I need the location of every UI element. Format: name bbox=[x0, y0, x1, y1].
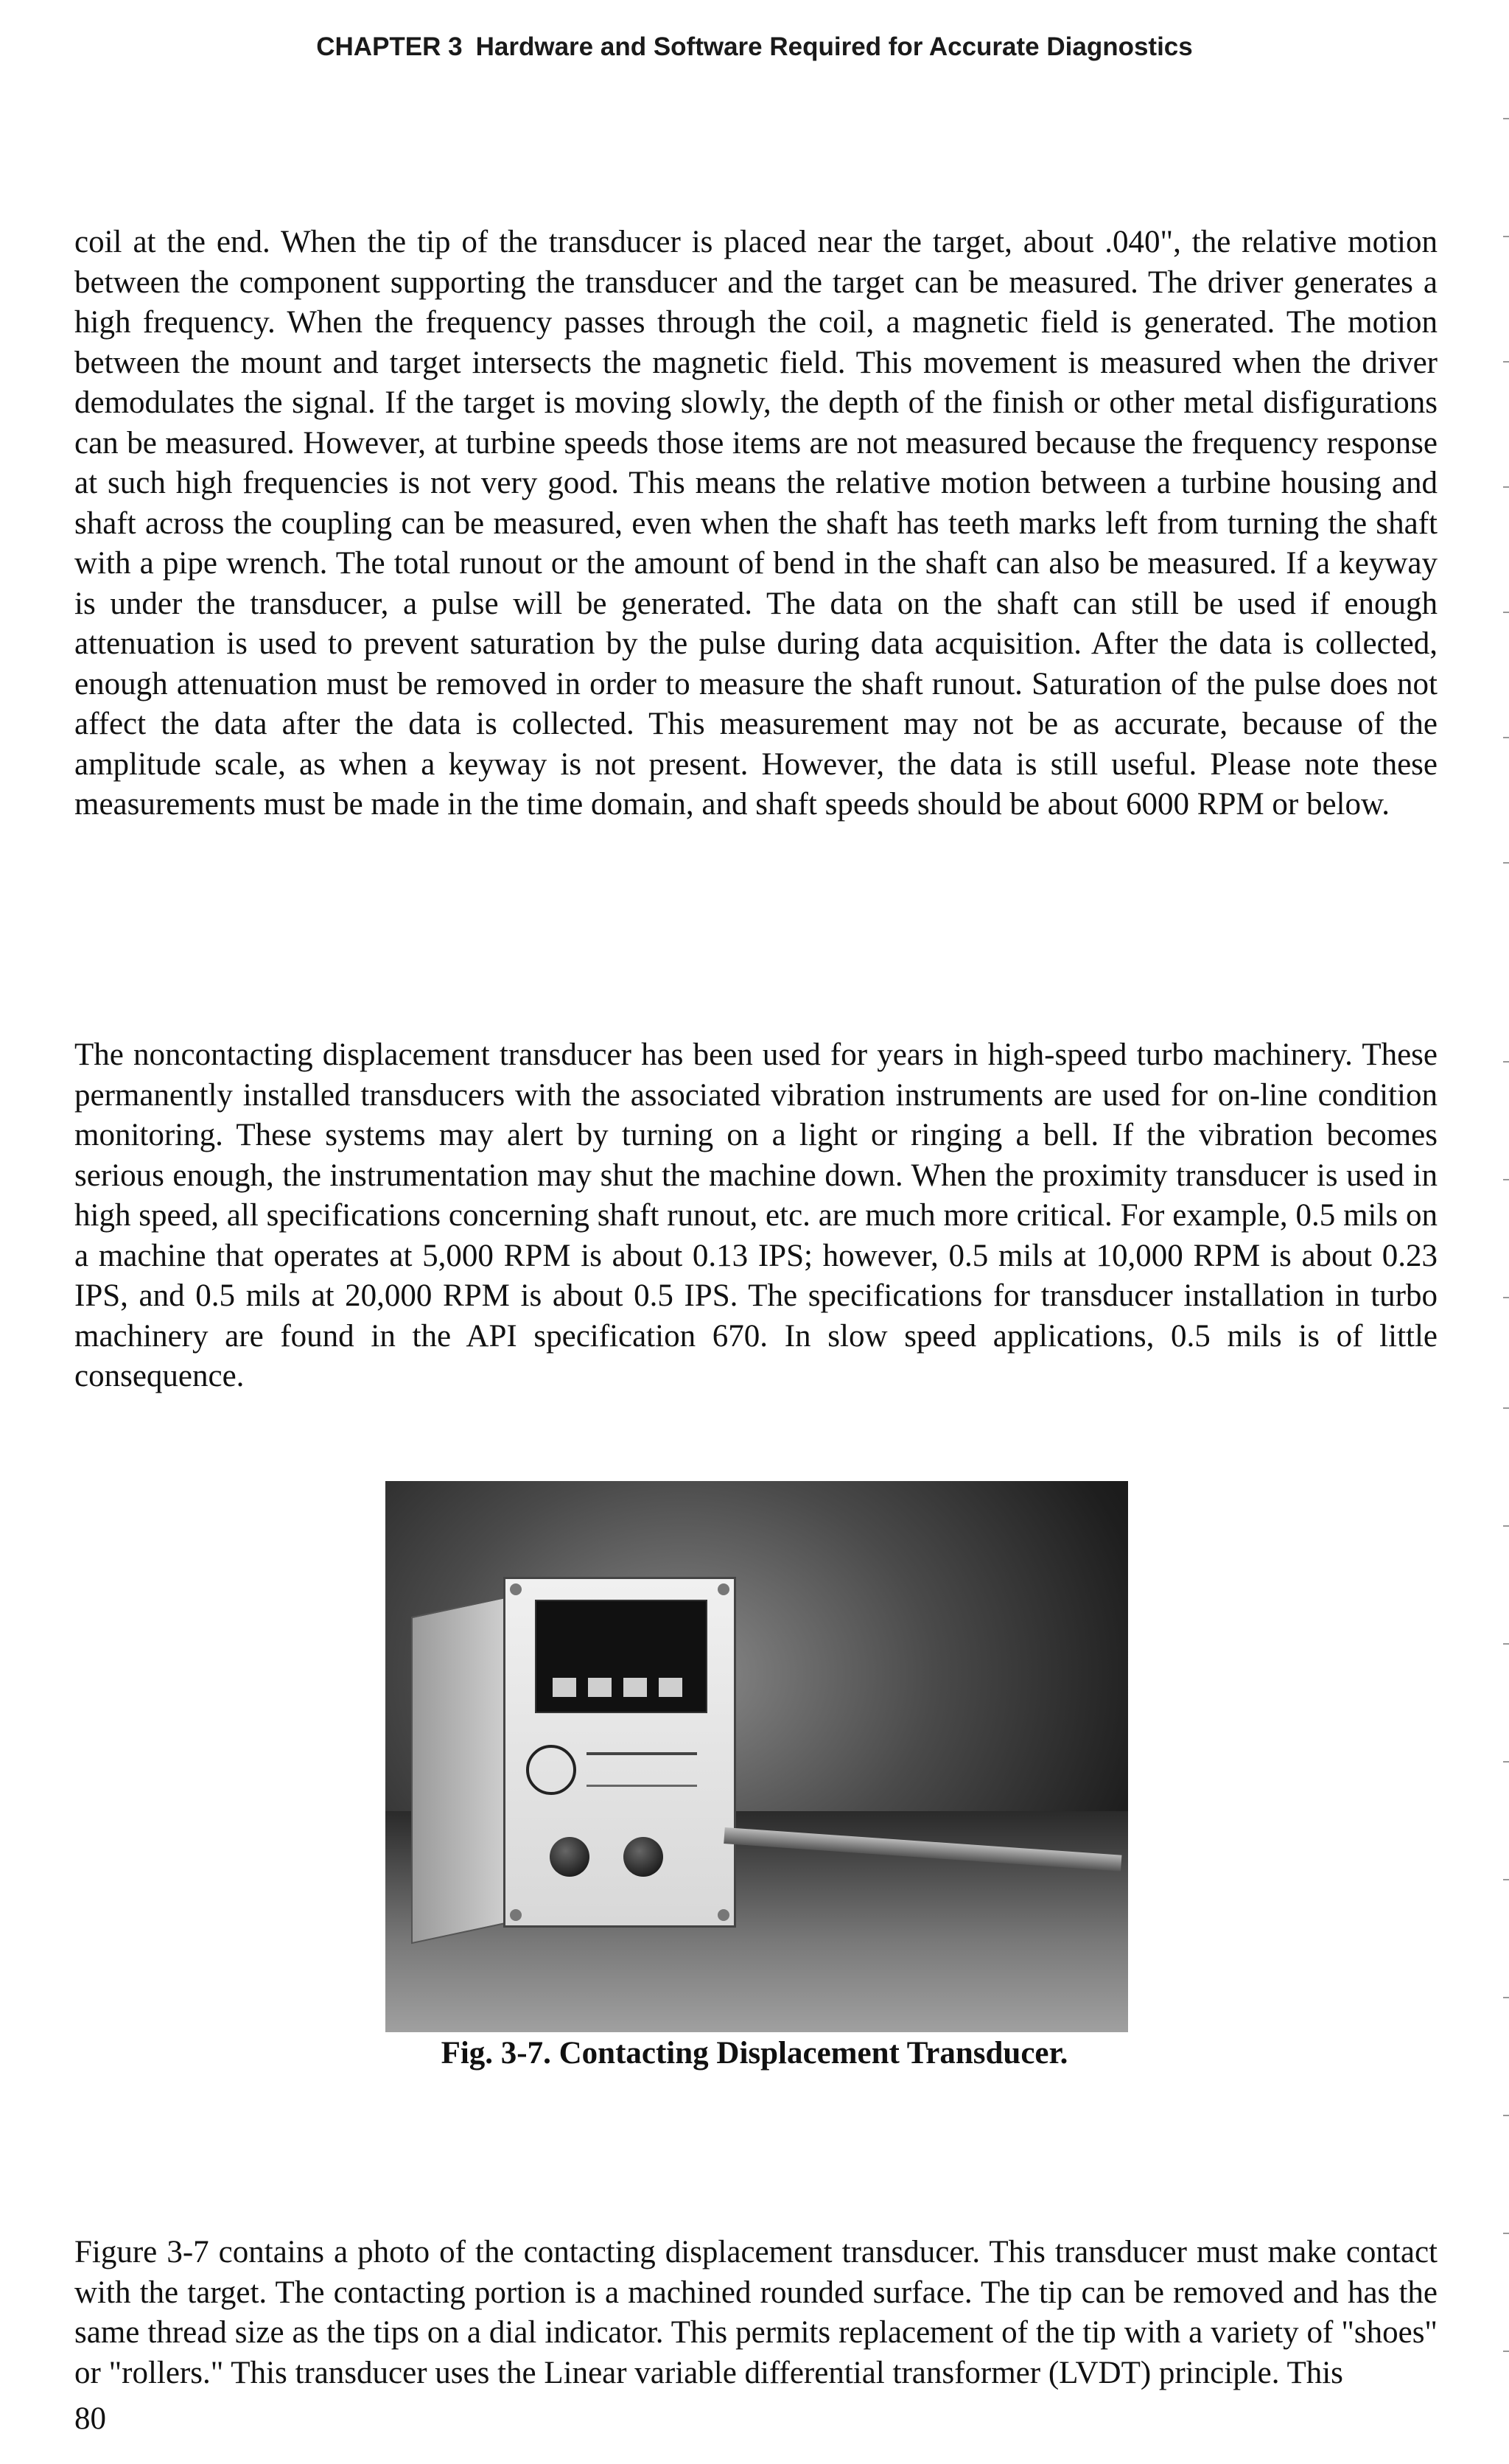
margin-tick bbox=[1503, 1997, 1509, 1998]
screw bbox=[510, 1909, 522, 1921]
panel-key bbox=[588, 1678, 612, 1697]
margin-tick bbox=[1503, 612, 1509, 613]
screw bbox=[718, 1909, 729, 1921]
margin-tick bbox=[1503, 361, 1509, 363]
paragraph-3: Figure 3-7 contains a photo of the contacting displacement transducer. This transducer must make contact with the target. The contacting portion is a machined rounded surface. The tip can be removed and has the same thread size as the tips on a dial indicator. This permits replacement of the tip with a variety of "shoes" or "rollers." This transducer uses the Linear variable differential transformer (LVDT) principle. This bbox=[74, 2235, 1438, 2390]
margin-tick bbox=[1503, 1297, 1509, 1298]
screw bbox=[718, 1583, 729, 1595]
margin-tick bbox=[1503, 1761, 1509, 1763]
margin-tick bbox=[1503, 737, 1509, 738]
chapter-title: Hardware and Software Required for Accurate Diagnostics bbox=[475, 32, 1193, 61]
chapter-label: CHAPTER 3 bbox=[316, 32, 463, 61]
margin-tick bbox=[1503, 1643, 1509, 1645]
connector bbox=[623, 1837, 663, 1877]
margin-tick bbox=[1503, 1061, 1509, 1063]
margin-tick bbox=[1503, 2233, 1509, 2234]
margin-tick bbox=[1503, 118, 1509, 119]
screw bbox=[510, 1583, 522, 1595]
margin-tick bbox=[1503, 1879, 1509, 1880]
figure-photo bbox=[385, 1481, 1128, 2032]
figure-caption: Fig. 3-7. Contacting Displacement Transducer. bbox=[441, 2036, 1068, 2071]
margin-tick bbox=[1503, 2115, 1509, 2116]
margin-tick bbox=[1503, 486, 1509, 488]
device-label bbox=[587, 1752, 697, 1787]
panel-key bbox=[623, 1678, 647, 1697]
margin-tick bbox=[1503, 1525, 1509, 1527]
margin-tick bbox=[1503, 862, 1509, 864]
display-panel bbox=[535, 1600, 707, 1713]
margin-tick bbox=[1503, 1407, 1509, 1409]
transducer-box-front bbox=[503, 1577, 736, 1928]
paragraph-2: The noncontacting displacement transducer has been used for years in high-speed turbo machinery. These permanently installed transducers with the associated vibration instruments are used for on-line condition monitoring. These systems may alert by turning on a light or ringing a bell. If the vibration becomes serious enough, the instrumentation may shut the machine down. When the proximity transducer is used in high speed, all specifications concerning shaft runout, etc. are much more critical. For example, 0.5 mils on a machine that operates at 5,000 RPM is about 0.13 IPS; however, 0.5 mils at 10,000 RPM is about 0.23 IPS, and 0.5 mils at 20,000 RPM is about 0.5 IPS. The specifications for transducer installation in turbo machinery are found in the API specification 670. In slow speed applications, 0.5 mils is of little consequence. bbox=[74, 1037, 1438, 1393]
margin-tick bbox=[1503, 1179, 1509, 1180]
paragraph-1: coil at the end. When the tip of the transducer is placed near the target, about .040", the relative motion between the component supporting the transducer and the target can be measured. The driver generates a high frequency. When the frequency passes through the coil, a magnetic field is generated. The motion between the mount and target intersects the magnetic field. This movement is measured when the driver demodulates the signal. If the target is moving slowly, the depth of the finish or other metal disfigurations can be measured. However, at turbine speeds those items are not measured because the frequency response at such high frequencies is not very good. This means the relative motion between a turbine housing and shaft across the coupling can be measured, even when the shaft has teeth marks left from turning the shaft with a pipe wrench. The total runout or the amount of bend in the shaft can also be measured. If a keyway is under the transducer, a pulse will be generated. The data on the shaft can still be used if enough attenuation is used to prevent saturation by the pulse during data acquisition. After the data is collected, enough attenuation must be removed in order to measure the shaft runout. Saturation of the pulse does not affect the data after the data is collected. This measurement may not be as accurate, because of the amplitude scale, as when a keyway is not present. However, the data is still useful. Please note these measurements must be made in the time domain, and shaft speeds should be about 6000 RPM or below. bbox=[74, 225, 1438, 822]
page-number: 80 bbox=[74, 2401, 106, 2436]
transducer-box-side bbox=[411, 1596, 510, 1944]
panel-key bbox=[553, 1678, 576, 1697]
panel-key bbox=[659, 1678, 682, 1697]
brand-logo bbox=[526, 1745, 576, 1795]
margin-tick bbox=[1503, 2351, 1509, 2352]
margin-tick bbox=[1503, 236, 1509, 237]
knob bbox=[550, 1837, 589, 1877]
running-header bbox=[0, 32, 1509, 62]
